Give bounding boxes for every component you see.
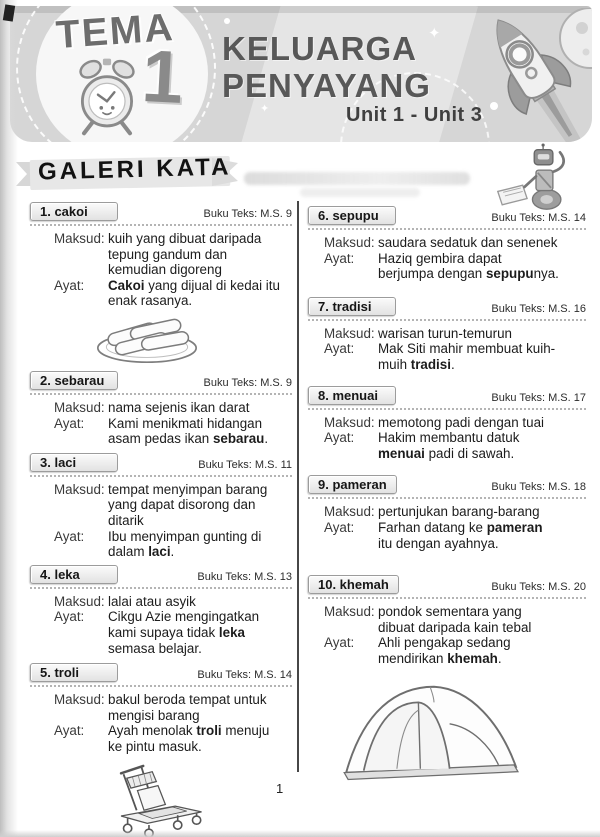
ayat-label: Ayat: (324, 341, 355, 357)
entry-header (308, 575, 586, 599)
ayat-row (54, 278, 292, 309)
ayat-label: Ayat: (324, 250, 355, 266)
maksud-label: Maksud: (54, 231, 105, 246)
alarm-clock-icon (66, 54, 148, 142)
shopping-trolley-illustration (88, 761, 228, 837)
print-bleed-ghost (244, 172, 470, 185)
entry-tradisi (308, 297, 586, 373)
maksud-row (54, 482, 292, 529)
page-number: 1 (276, 781, 284, 796)
galeri-kata-section-header (0, 148, 600, 206)
maksud-text: lalai atau asyik (108, 593, 196, 609)
ayat-text: Cakoi yang dijual di kedai itu enak rasanya. (108, 277, 280, 309)
word-tab: 10. khemah (308, 575, 399, 594)
entry-header (30, 202, 292, 226)
theme-banner (10, 6, 592, 142)
maksud-row (54, 400, 292, 416)
tema-number: 1 (139, 33, 186, 120)
maksud-text: nama sejenis ikan darat (108, 399, 250, 415)
ayat-text: Ayah menolak troli menuju ke pintu masuk. (108, 723, 270, 754)
word-tab: 1. cakoi (30, 202, 118, 221)
textbook-ref: Buku Teks: M.S. 13 (197, 570, 292, 583)
entry-troli (30, 663, 292, 837)
maksud-label: Maksud: (324, 235, 375, 250)
ayat-text: Mak Siti mahir membuat kuih-muih tradisi. (378, 341, 556, 372)
entry-header (30, 371, 292, 395)
ayat-label: Ayat: (324, 635, 355, 651)
maksud-label: Maksud: (54, 692, 105, 708)
camping-tent-illustration (334, 677, 534, 799)
section-title: GALERI KATA (37, 153, 232, 186)
entry-pameran (308, 475, 586, 551)
tema-badge (36, 6, 208, 142)
maksud-text: bakul beroda tempat untuk mengisi barang (108, 692, 267, 723)
ayat-text: Kami menikmati hidangan asam pedas ikan sebarau. (108, 415, 269, 447)
entry-laci (30, 453, 292, 560)
entry-header (308, 386, 586, 410)
textbook-ref: Buku Teks: M.S. 14 (197, 669, 292, 682)
maksud-label: Maksud: (324, 504, 375, 520)
textbook-ref: Buku Teks: M.S. 11 (198, 458, 292, 471)
word-tab: 9. pameran (308, 475, 397, 494)
ayat-row (54, 529, 292, 560)
ayat-row (324, 520, 586, 551)
maksud-text: pondok sementara yang dibuat daripada kain tebal (378, 604, 532, 635)
ayat-text: Haziq gembira dapat berjumpa dengan sepupunya. (378, 250, 559, 282)
ayat-label: Ayat: (324, 519, 355, 535)
ayat-text: Ahli pengakap sedang mendirikan khemah. (378, 635, 511, 666)
entry-header (30, 453, 292, 477)
vocab-column-right (308, 200, 586, 799)
ayat-row (324, 251, 586, 282)
word-tab: 4. leka (30, 565, 118, 584)
entry-leka (30, 565, 292, 656)
maksud-text: pertunjukan barang-barang (378, 504, 540, 520)
maksud-text: memotong padi dengan tuai (378, 414, 545, 430)
ayat-row (54, 723, 292, 754)
ayat-label: Ayat: (324, 430, 355, 446)
maksud-label: Maksud: (324, 325, 375, 341)
maksud-row (54, 692, 292, 723)
ayat-text: Ibu menyimpan gunting di dalam laci. (108, 528, 262, 560)
word-tab: 6. sepupu (308, 206, 396, 225)
ayat-text: Hakim membantu datuk menuai padi di sawah. (378, 430, 520, 461)
theme-title (222, 30, 431, 104)
star-icon: ✦ (428, 25, 441, 42)
entry-cakoi (30, 202, 292, 365)
entry-header (308, 475, 586, 499)
entry-header (30, 663, 292, 687)
word-tab: 5. troli (30, 663, 118, 682)
maksud-row (324, 604, 586, 635)
column-divider (297, 201, 299, 772)
maksud-text: kuih yang dibuat daripada tepung gandum dan kemudian digoreng (108, 231, 262, 278)
word-tab: 3. laci (30, 453, 118, 472)
tema-label: TEMA (54, 6, 176, 58)
star-icon: ✦ (260, 103, 270, 115)
maksud-row (324, 326, 586, 342)
word-tab: 7. tradisi (308, 297, 396, 316)
rocket-illustration (465, 6, 592, 142)
theme-title-line1: KELUARGA (222, 30, 417, 67)
ayat-label: Ayat: (54, 723, 85, 739)
print-bleed-ghost (300, 188, 420, 197)
unit-range-label: Unit 1 - Unit 3 (346, 104, 483, 126)
theme-title-line2: PENYAYANG (222, 67, 431, 104)
dot-decor (224, 18, 230, 24)
ayat-label: Ayat: (54, 528, 85, 544)
ayat-row (54, 416, 292, 447)
textbook-ref: Buku Teks: M.S. 17 (491, 391, 586, 404)
entry-header (30, 565, 292, 589)
ayat-row (324, 341, 586, 372)
ayat-text: Cikgu Azie mengingatkan kami supaya tidak leka semasa belajar. (108, 609, 260, 656)
maksud-row (54, 231, 292, 278)
ayat-row (324, 430, 586, 461)
maksud-row (324, 504, 586, 520)
ayat-label: Ayat: (54, 609, 85, 625)
maksud-text: saudara sedatuk dan senenek (378, 235, 558, 250)
ayat-text: Farhan datang ke pameran itu dengan ayahnya. (378, 519, 543, 551)
maksud-row (324, 415, 586, 431)
maksud-label: Maksud: (324, 414, 375, 430)
ayat-label: Ayat: (54, 277, 85, 293)
ayat-row (54, 609, 292, 656)
maksud-label: Maksud: (324, 604, 375, 620)
cakoi-plate-illustration (88, 313, 206, 365)
textbook-ref: Buku Teks: M.S. 9 (203, 376, 292, 389)
entry-khemah (308, 575, 586, 798)
maksud-label: Maksud: (54, 399, 105, 415)
entry-sebarau (30, 371, 292, 447)
entry-header (308, 297, 586, 321)
vocab-column-left (30, 200, 292, 837)
entry-header (308, 206, 586, 230)
textbook-ref: Buku Teks: M.S. 18 (491, 481, 586, 494)
maksud-row (324, 235, 586, 251)
word-tab: 8. menuai (308, 386, 396, 405)
textbook-ref: Buku Teks: M.S. 16 (491, 302, 586, 315)
textbook-ref: Buku Teks: M.S. 20 (491, 581, 586, 594)
maksud-text: tempat menyimpan barang yang dapat disorong dan ditarik (108, 481, 268, 528)
textbook-ref: Buku Teks: M.S. 9 (203, 208, 292, 220)
entry-sepupu (308, 206, 586, 282)
maksud-text: warisan turun-temurun (378, 325, 512, 341)
maksud-row (54, 594, 292, 610)
word-tab: 2. sebarau (30, 371, 118, 390)
ayat-row (324, 635, 586, 666)
ayat-label: Ayat: (54, 415, 85, 431)
maksud-label: Maksud: (54, 593, 105, 609)
scan-bottom-shadow (0, 830, 600, 837)
maksud-label: Maksud: (54, 481, 105, 497)
entry-menuai (308, 386, 586, 462)
textbook-ref: Buku Teks: M.S. 14 (491, 212, 586, 224)
